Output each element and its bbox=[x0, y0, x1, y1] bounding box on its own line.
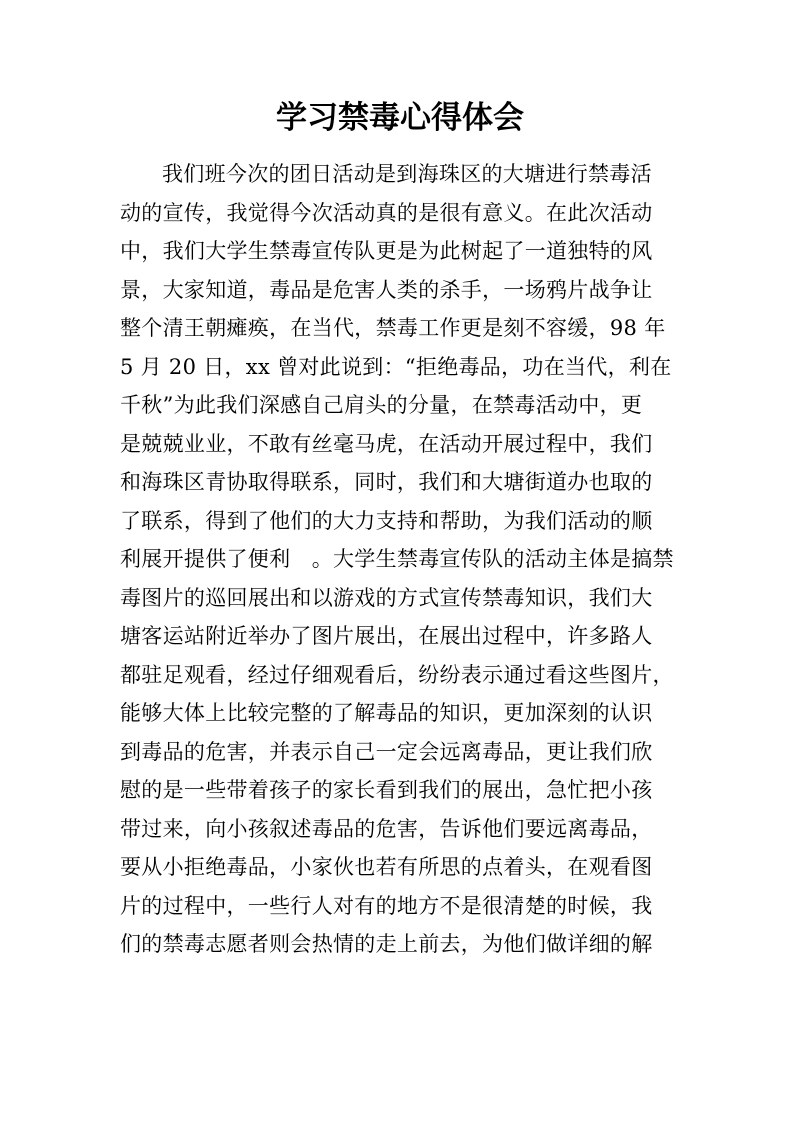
body-line: 能够大体上比较完整的了解毒品的知识，更加深刻的认识 bbox=[120, 701, 653, 725]
body-line: 塘客运站附近举办了图片展出，在展出过程中，许多路人 bbox=[120, 624, 653, 648]
document-body bbox=[120, 155, 690, 964]
body-line: 景，大家知道，毒品是危害人类的杀手，一场鸦片战争让 bbox=[120, 277, 653, 302]
body-line: 毒图片的巡回展出和以游戏的方式宣传禁毒知识，我们大 bbox=[120, 585, 653, 610]
body-line: 5 月 20 日，xx 曾对此说到：“拒绝毒品，功在当代，利在 bbox=[120, 354, 672, 379]
body-line: 片的过程中，一些行人对有的地方不是很清楚的时候，我 bbox=[120, 893, 653, 918]
body-line: 中，我们大学生禁毒宣传队更是为此树起了一道独特的风 bbox=[120, 239, 653, 263]
body-line: 千秋”为此我们深感自己肩头的分量，在禁毒活动中，更 bbox=[120, 393, 643, 417]
body-line: 整个清王朝瘫痪，在当代，禁毒工作更是刻不容缓，98 年 bbox=[120, 316, 666, 340]
body-line: 是兢兢业业，不敢有丝毫马虎，在活动开展过程中，我们 bbox=[120, 431, 653, 456]
body-line: 们的禁毒志愿者则会热情的走上前去，为他们做详细的解 bbox=[120, 932, 653, 956]
body-line: 了联系，得到了他们的大力支持和帮助，为我们活动的顺 bbox=[120, 508, 653, 533]
body-line: 利展开提供了便利 。大学生禁毒宣传队的活动主体是搞禁 bbox=[120, 547, 674, 571]
body-line: 都驻足观看，经过仔细观看后，纷纷表示通过看这些图片， bbox=[120, 662, 674, 687]
document-title: 学习禁毒心得体会 bbox=[276, 100, 524, 136]
body-line: 慰的是一些带着孩子的家长看到我们的展出，急忙把小孩 bbox=[120, 778, 653, 802]
body-line: 带过来，向小孩叙述毒品的危害，告诉他们要远离毒品， bbox=[120, 816, 653, 841]
body-line: 要从小拒绝毒品，小家伙也若有所思的点着头，在观看图 bbox=[120, 855, 653, 879]
body-line: 和海珠区青协取得联系，同时，我们和大塘街道办也取的 bbox=[120, 470, 653, 494]
body-line: 动的宣传，我觉得今次活动真的是很有意义。在此次活动 bbox=[120, 200, 653, 225]
body-line: 我们班今次的团日活动是到海珠区的大塘进行禁毒活 bbox=[162, 162, 652, 186]
body-line: 到毒品的危害，并表示自己一定会远离毒品，更让我们欣 bbox=[120, 739, 653, 764]
